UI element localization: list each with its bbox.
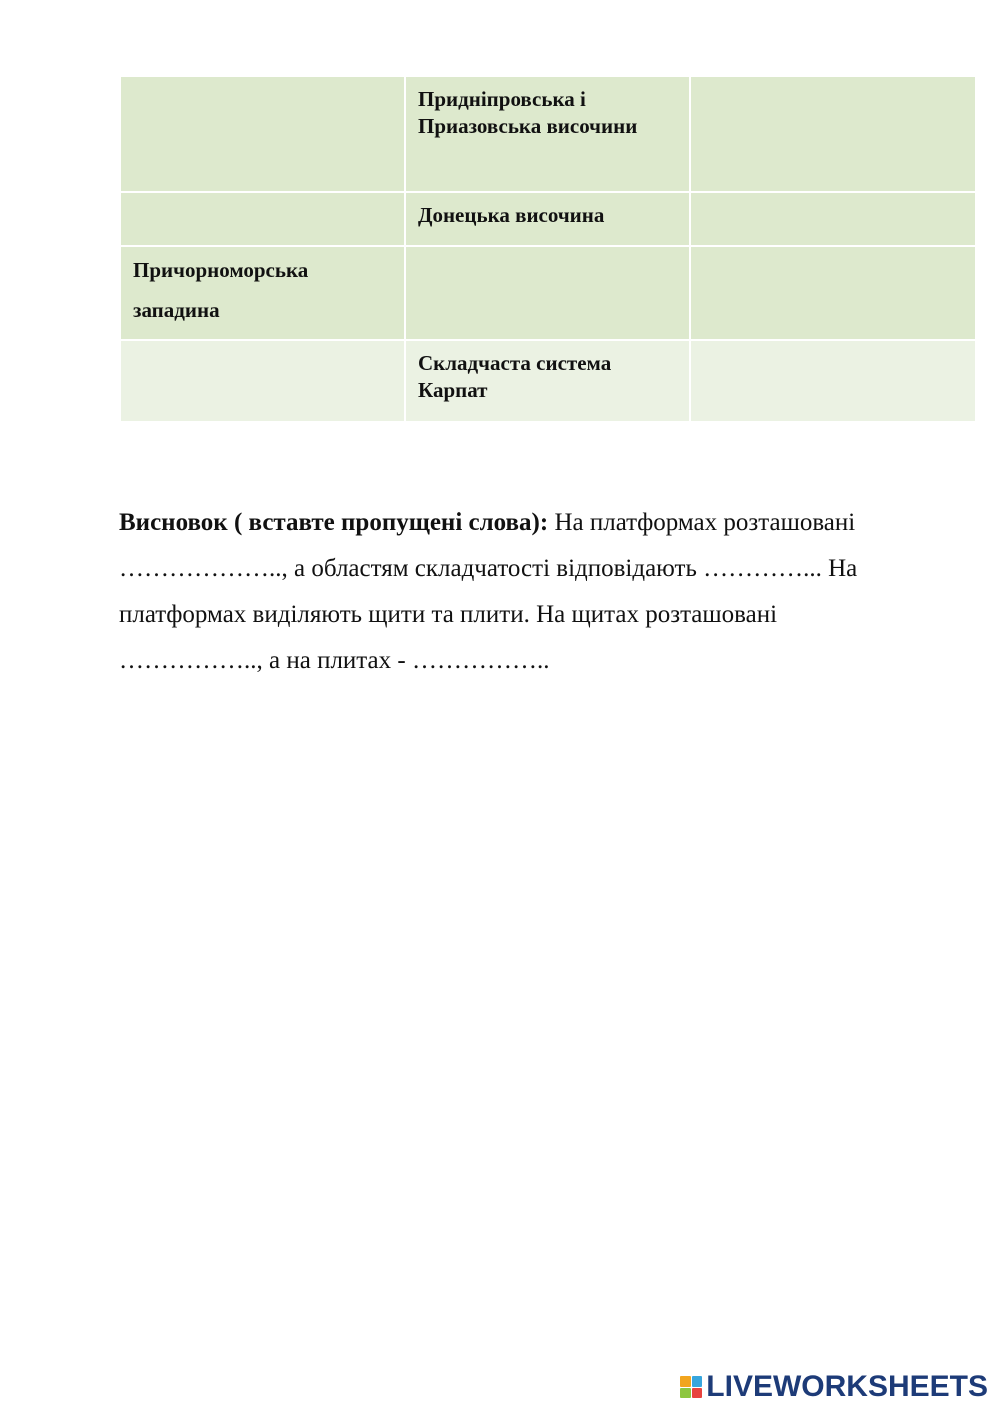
geo-table xyxy=(119,75,977,423)
logo-mark-icon xyxy=(680,1376,702,1398)
table-cell: Придніпровська і Приазовська височини xyxy=(405,76,690,192)
table-cell: Складчаста система Карпат xyxy=(405,340,690,422)
table-cell xyxy=(405,246,690,340)
logo-text: LIVEWORKSHEETS xyxy=(706,1370,988,1403)
conclusion-line xyxy=(119,500,919,546)
table-cell: Донецька височина xyxy=(405,192,690,246)
conclusion-line: ……………….., а областям складчатості відповідають …………... На xyxy=(119,555,858,582)
table-cell: Причорноморська западина xyxy=(120,246,405,340)
conclusion-line: платформах виділяють щити та плити. На щитах розташовані xyxy=(119,601,778,628)
conclusion-text: На платформах розташовані xyxy=(548,509,856,536)
logo-tile xyxy=(692,1376,703,1387)
table-cell xyxy=(690,246,976,340)
liveworksheets-logo xyxy=(680,1368,988,1406)
conclusion-line: …………….., а на плитах - …………….. xyxy=(119,647,550,674)
table-cell xyxy=(690,76,976,192)
logo-tile xyxy=(680,1388,691,1399)
table-cell xyxy=(120,192,405,246)
table-row xyxy=(120,76,976,192)
logo-tile xyxy=(692,1388,703,1399)
table-row xyxy=(120,340,976,422)
table-cell xyxy=(690,340,976,422)
table-cell xyxy=(120,340,405,422)
table-cell xyxy=(120,76,405,192)
table-row xyxy=(120,246,976,340)
conclusion-label: Висновок ( вставте пропущені слова): xyxy=(119,509,549,536)
conclusion-paragraph xyxy=(119,500,919,684)
table-cell xyxy=(690,192,976,246)
table-row xyxy=(120,192,976,246)
logo-tile xyxy=(680,1376,691,1387)
